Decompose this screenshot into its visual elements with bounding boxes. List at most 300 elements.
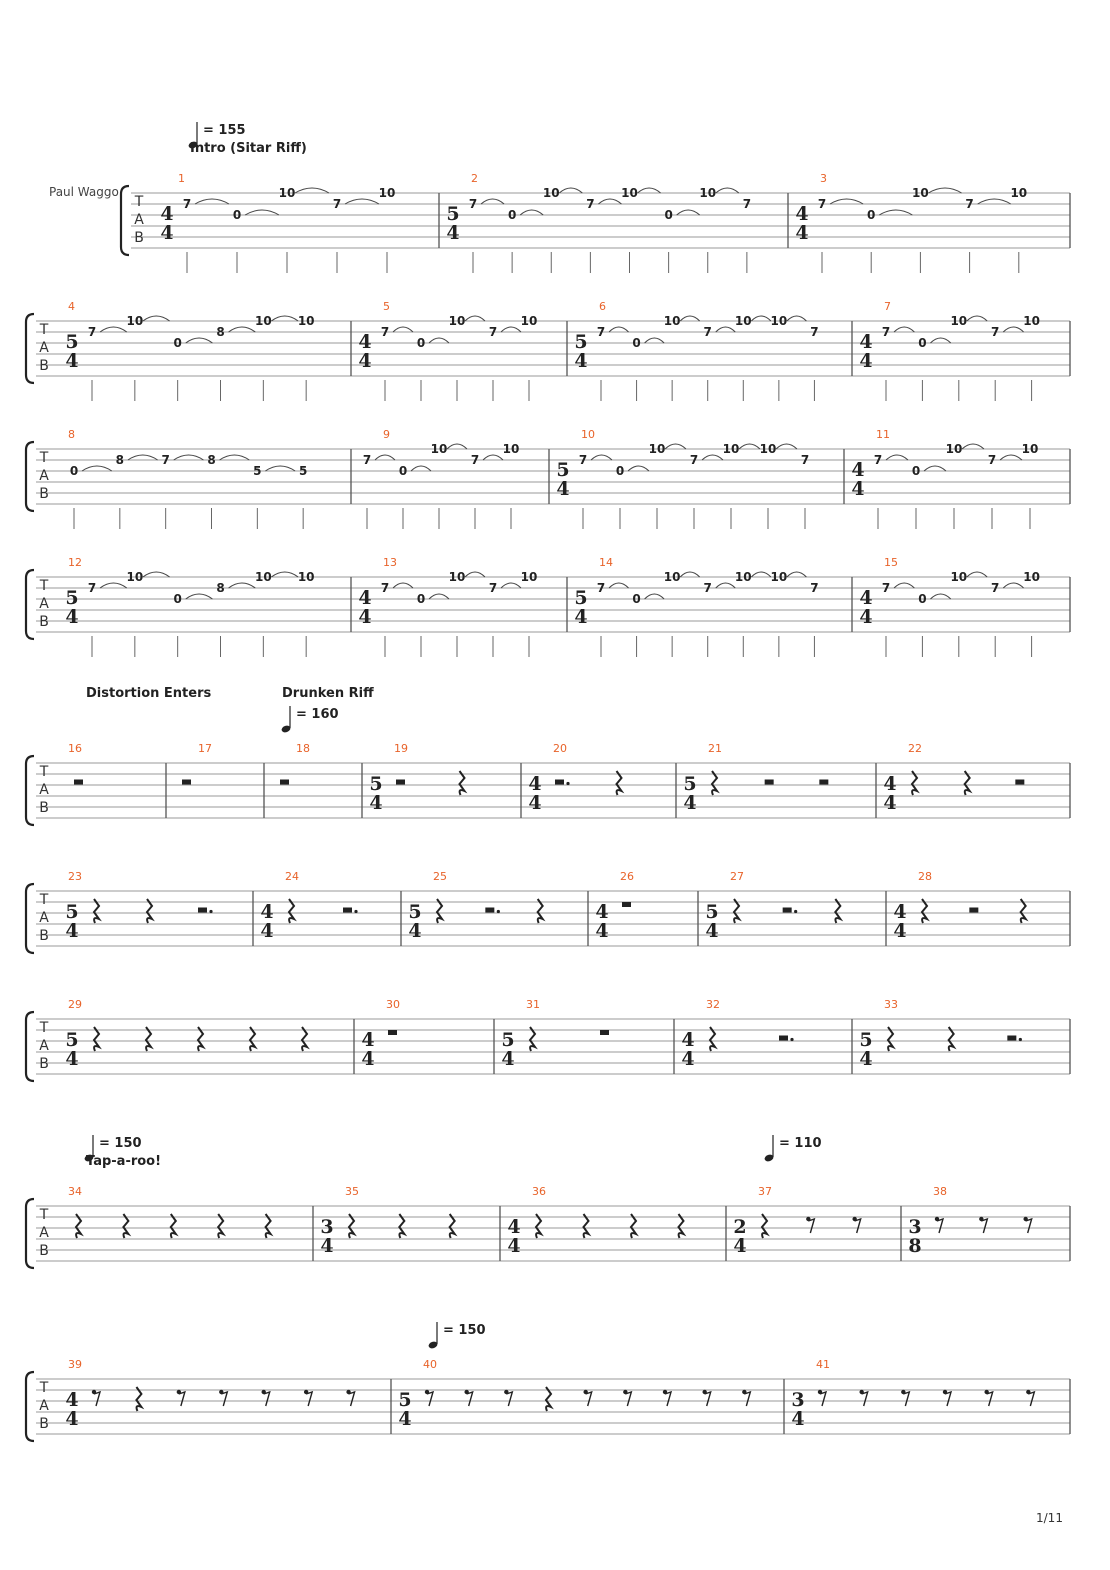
slur — [962, 444, 984, 449]
time-signature-top: 5 — [65, 587, 79, 609]
slur — [924, 466, 946, 471]
slur — [598, 199, 621, 204]
time-signature-top: 2 — [733, 1216, 747, 1238]
time-signature-bottom: 8 — [908, 1235, 922, 1257]
time-signature-bottom: 4 — [893, 920, 907, 942]
time-signature-bottom: 4 — [681, 1048, 695, 1070]
quarter-rest — [965, 771, 970, 795]
slur — [1003, 327, 1023, 332]
slur — [628, 466, 649, 471]
fret-number: 7 — [362, 453, 372, 467]
fret-number: 0 — [867, 208, 876, 222]
quarter-rest — [94, 1027, 99, 1051]
rest-glyph — [427, 1392, 433, 1406]
fret-number: 7 — [987, 453, 997, 467]
fret-number: 10 — [378, 186, 396, 200]
fret-number: 10 — [297, 314, 315, 328]
slur — [716, 188, 739, 193]
fret-number: 10 — [912, 186, 929, 200]
time-signature-bottom: 4 — [65, 350, 79, 372]
rest-glyph — [221, 1392, 227, 1406]
rest-glyph — [734, 899, 739, 923]
rest-glyph — [94, 1392, 100, 1406]
rest-block — [555, 780, 564, 785]
slur — [928, 188, 961, 193]
fret-number: 0 — [664, 208, 673, 222]
half-rest — [819, 780, 828, 785]
rest-glyph — [146, 1027, 151, 1051]
time-signature-top: 5 — [369, 773, 383, 795]
measure-number: 7 — [884, 300, 891, 313]
time-signature-top: 3 — [791, 1389, 805, 1411]
slur — [393, 583, 413, 588]
measure-number: 9 — [383, 428, 390, 441]
tempo-mark-intro — [188, 122, 307, 156]
time-signature-top: 3 — [908, 1216, 922, 1238]
fret-number: 0 — [918, 592, 927, 606]
quarter-rest — [546, 1387, 551, 1411]
quarter-rest — [94, 899, 99, 923]
fret-number: 5 — [253, 464, 262, 478]
measure-number: 30 — [386, 998, 400, 1011]
tab-clef-letter: T — [39, 1380, 49, 1396]
slur — [591, 455, 612, 460]
quarter-rest — [712, 771, 717, 795]
fret-number: 7 — [703, 325, 712, 339]
half-rest — [280, 780, 289, 785]
fret-number: 7 — [965, 197, 974, 211]
time-signature-top: 5 — [859, 1029, 873, 1051]
measure-10 — [556, 428, 844, 529]
rest-block — [819, 780, 828, 785]
fret-number: 10 — [950, 314, 968, 328]
system-bracket — [26, 884, 34, 953]
time-signature-top: 4 — [595, 901, 609, 923]
fret-number: 7 — [87, 581, 97, 595]
system-bracket — [26, 1012, 34, 1081]
rest-glyph — [625, 1392, 631, 1406]
system-bracket — [26, 756, 34, 825]
slur — [1003, 583, 1023, 588]
time-signature-bottom: 4 — [528, 792, 542, 814]
measure-number: 2 — [471, 172, 478, 185]
fret-number: 7 — [161, 453, 170, 467]
tab-system — [121, 172, 1070, 273]
slur — [702, 455, 723, 460]
fret-number: 10 — [770, 570, 788, 584]
time-signature-top: 5 — [446, 203, 460, 225]
tab-clef-letter: B — [39, 358, 49, 374]
measure-number: 28 — [918, 870, 932, 883]
rest-dot — [354, 910, 357, 913]
rest-glyph — [679, 1214, 684, 1238]
time-signature-bottom: 4 — [160, 222, 174, 244]
rest-glyph — [94, 899, 99, 923]
fret-number: 10 — [126, 314, 144, 328]
eighth-rest — [935, 1217, 943, 1233]
tab-clef-letter: B — [39, 800, 49, 816]
rest-glyph — [437, 899, 442, 923]
time-signature-bottom: 4 — [595, 920, 609, 942]
dotted-half-rest — [779, 1036, 794, 1042]
rest-glyph — [198, 1027, 203, 1051]
fret-number: 10 — [542, 186, 560, 200]
rest-glyph — [546, 1387, 551, 1411]
eighth-rest — [984, 1390, 992, 1406]
fret-number: 0 — [911, 464, 921, 478]
measure-number: 19 — [394, 742, 408, 755]
tab-system — [26, 1185, 1070, 1268]
fret-number: 7 — [881, 325, 891, 339]
time-signature-top: 5 — [408, 901, 422, 923]
time-signature-bottom: 4 — [369, 792, 383, 814]
whole-rest — [388, 1030, 397, 1035]
fret-number: 7 — [578, 453, 588, 467]
slur — [886, 455, 908, 460]
rest-glyph — [710, 1027, 715, 1051]
fret-number: 7 — [742, 197, 752, 211]
fret-number: 7 — [817, 197, 827, 211]
tab-clef-letter: A — [39, 340, 49, 356]
fret-number: 10 — [254, 570, 272, 584]
slur — [481, 199, 504, 204]
eighth-rest — [1026, 1390, 1034, 1406]
rest-glyph — [584, 1214, 589, 1238]
time-signature-bottom: 4 — [859, 350, 873, 372]
time-signature-bottom: 4 — [358, 350, 372, 372]
half-rest — [182, 780, 191, 785]
slur — [739, 444, 760, 449]
eighth-rest — [425, 1390, 433, 1406]
fret-number: 10 — [734, 570, 752, 584]
slur — [186, 338, 213, 343]
tab-clef-letter: A — [39, 1038, 49, 1054]
fret-number: 0 — [632, 592, 641, 606]
slur — [143, 572, 170, 577]
slur — [967, 572, 987, 577]
time-signature-top: 5 — [705, 901, 719, 923]
slur — [271, 316, 298, 321]
rest-glyph — [179, 1392, 185, 1406]
slur — [645, 594, 665, 599]
measure-7 — [859, 300, 1070, 401]
tab-clef-letter: A — [39, 910, 49, 926]
rest-glyph — [744, 1392, 750, 1406]
tab-system — [26, 742, 1070, 825]
measure-number: 10 — [581, 428, 595, 441]
eighth-rest — [623, 1390, 631, 1406]
rest-glyph — [171, 1214, 176, 1238]
quarter-rest — [734, 899, 739, 923]
slur — [465, 316, 485, 321]
slur — [100, 583, 127, 588]
measure-number: 6 — [599, 300, 606, 313]
measure-number: 38 — [933, 1185, 947, 1198]
measure-4 — [65, 300, 351, 401]
quarter-rest — [631, 1214, 636, 1238]
slur — [879, 210, 912, 215]
measure-8 — [68, 428, 351, 529]
rest-glyph — [460, 771, 465, 795]
rest-block — [198, 908, 207, 913]
quarter-rest — [679, 1214, 684, 1238]
fret-number: 7 — [182, 197, 192, 211]
tab-clef-letter: B — [39, 486, 49, 502]
eighth-rest — [901, 1390, 909, 1406]
fret-number: 10 — [278, 186, 296, 200]
fret-number: 7 — [881, 581, 891, 595]
rest-dot — [209, 910, 212, 913]
slur — [978, 199, 1011, 204]
time-signature-top: 5 — [398, 1389, 412, 1411]
slur — [82, 466, 112, 471]
time-signature-top: 4 — [361, 1029, 375, 1051]
rest-glyph — [631, 1214, 636, 1238]
fret-number: 10 — [663, 570, 681, 584]
rest-glyph — [981, 1219, 987, 1233]
fret-number: 7 — [470, 453, 480, 467]
rest-block — [388, 1030, 397, 1035]
rest-block — [74, 780, 83, 785]
rest-glyph — [467, 1392, 473, 1406]
tab-clef-letter: A — [39, 596, 49, 612]
measure-number: 27 — [730, 870, 744, 883]
time-signature-bottom: 4 — [446, 222, 460, 244]
time-signature-top: 4 — [358, 587, 372, 609]
time-signature-bottom: 4 — [398, 1408, 412, 1430]
rest-block — [1007, 1036, 1016, 1041]
fret-number: 7 — [380, 325, 390, 339]
slur — [128, 455, 158, 460]
eighth-rest — [504, 1390, 512, 1406]
rest-glyph — [835, 899, 840, 923]
quarter-rest — [912, 771, 917, 795]
rest-glyph — [888, 1027, 893, 1051]
eighth-rest — [92, 1390, 100, 1406]
rest-glyph — [987, 1392, 993, 1406]
fret-number: 7 — [810, 581, 819, 595]
eighth-rest — [702, 1390, 710, 1406]
time-signature-top: 4 — [859, 331, 873, 353]
rest-block — [343, 908, 352, 913]
tab-clef-letter: T — [39, 322, 49, 338]
rest-glyph — [937, 1219, 943, 1233]
measure-number: 15 — [884, 556, 898, 569]
fret-number: 7 — [689, 453, 699, 467]
measure-12 — [65, 556, 351, 657]
rest-glyph — [762, 1214, 767, 1238]
slur — [345, 199, 379, 204]
rest-glyph — [349, 1392, 355, 1406]
time-signature-top: 4 — [507, 1216, 521, 1238]
system-bracket — [26, 570, 34, 639]
quarter-rest — [1021, 899, 1026, 923]
eighth-rest — [177, 1390, 185, 1406]
tab-clef-letter: T — [39, 892, 49, 908]
dotted-half-rest — [1007, 1036, 1022, 1042]
system-bracket — [26, 442, 34, 511]
tab-clef-letter: B — [39, 1243, 49, 1259]
fret-number: 10 — [1010, 186, 1028, 200]
eighth-rest — [1023, 1217, 1031, 1233]
fret-number: 5 — [298, 464, 308, 478]
slur — [894, 327, 914, 332]
quarter-rest — [835, 899, 840, 923]
quarter-rest — [538, 899, 543, 923]
rest-glyph — [123, 1214, 128, 1238]
rest-glyph — [530, 1027, 535, 1051]
fret-number: 10 — [648, 442, 666, 456]
rest-block — [622, 902, 631, 907]
fret-number: 7 — [596, 581, 606, 595]
rest-glyph — [912, 771, 917, 795]
slur — [665, 444, 686, 449]
slur — [375, 455, 395, 460]
slur — [1000, 455, 1022, 460]
time-signature-top: 5 — [556, 459, 570, 481]
rest-block — [280, 780, 289, 785]
measure-number: 23 — [68, 870, 82, 883]
slur — [229, 583, 256, 588]
time-signature-top: 4 — [859, 587, 873, 609]
quarter-rest — [399, 1214, 404, 1238]
quarter-rest — [762, 1214, 767, 1238]
time-signature-bottom: 4 — [791, 1408, 805, 1430]
fret-number: 10 — [520, 570, 538, 584]
fret-number: 0 — [173, 592, 182, 606]
slur — [930, 594, 950, 599]
fret-number: 10 — [722, 442, 740, 456]
measure-2 — [446, 172, 788, 273]
slur — [967, 316, 987, 321]
slur — [930, 338, 950, 343]
rest-glyph — [862, 1392, 868, 1406]
measure-number: 17 — [198, 742, 212, 755]
slur — [483, 455, 503, 460]
tempo-label: = 150 — [99, 1136, 142, 1151]
dotted-half-rest — [485, 908, 500, 914]
dotted-half-rest — [783, 908, 798, 914]
measure-5 — [358, 300, 567, 401]
system-bracket — [26, 1372, 34, 1441]
eighth-rest — [943, 1390, 951, 1406]
rest-block — [969, 908, 978, 913]
whole-rest — [622, 902, 631, 907]
rest-glyph — [949, 1027, 954, 1051]
measure-number: 37 — [758, 1185, 772, 1198]
tempo-mark-110 — [764, 1135, 822, 1163]
rest-glyph — [76, 1214, 81, 1238]
measure-9 — [363, 428, 549, 529]
time-signature-bottom: 4 — [556, 478, 570, 500]
time-signature-bottom: 4 — [65, 1048, 79, 1070]
quarter-rest — [302, 1027, 307, 1051]
fret-number: 7 — [800, 453, 810, 467]
measure-1 — [160, 172, 439, 273]
slur — [295, 188, 329, 193]
measure-number: 4 — [68, 300, 75, 313]
fret-number: 8 — [216, 581, 225, 595]
quarter-rest — [349, 1214, 354, 1238]
slur — [787, 316, 807, 321]
slur — [265, 466, 295, 471]
time-signature-bottom: 4 — [65, 920, 79, 942]
tab-system — [26, 1358, 1070, 1441]
fret-number: 10 — [759, 442, 777, 456]
time-signature-top: 5 — [65, 901, 79, 923]
rest-glyph — [399, 1214, 404, 1238]
time-signature-top: 5 — [65, 331, 79, 353]
slur — [609, 583, 629, 588]
eighth-rest — [663, 1390, 671, 1406]
system-bracket — [121, 186, 129, 255]
tempo-label: = 155 — [203, 123, 246, 138]
rest-glyph — [808, 1219, 814, 1233]
rest-glyph — [506, 1392, 512, 1406]
eighth-rest — [852, 1217, 860, 1233]
rest-glyph — [922, 899, 927, 923]
quarter-rest — [250, 1027, 255, 1051]
quarter-rest — [266, 1214, 271, 1238]
time-signature-top: 4 — [893, 901, 907, 923]
fret-number: 7 — [810, 325, 819, 339]
slur — [830, 199, 863, 204]
fret-number: 10 — [297, 570, 315, 584]
rest-block — [485, 908, 494, 913]
fret-number: 0 — [173, 336, 182, 350]
time-signature-bottom: 4 — [859, 606, 873, 628]
slur — [894, 583, 914, 588]
tab-system — [26, 998, 1070, 1081]
time-signature-top: 4 — [883, 773, 897, 795]
measure-number: 11 — [876, 428, 890, 441]
fret-number: 10 — [448, 314, 466, 328]
fret-number: 0 — [615, 464, 625, 478]
fret-number: 10 — [502, 442, 520, 456]
section-label: Drunken Riff — [282, 686, 374, 701]
slur — [245, 210, 279, 215]
measure-number: 24 — [285, 870, 299, 883]
quarter-rest — [530, 1027, 535, 1051]
time-signature-bottom: 4 — [361, 1048, 375, 1070]
quarter-rest — [289, 899, 294, 923]
rest-glyph — [536, 1214, 541, 1238]
measure-number: 40 — [423, 1358, 437, 1371]
tab-clef-letter: A — [39, 1225, 49, 1241]
tab-clef-letter: B — [39, 1416, 49, 1432]
time-signature-top: 5 — [501, 1029, 515, 1051]
measure-number: 12 — [68, 556, 82, 569]
fret-number: 7 — [991, 325, 1000, 339]
time-signature-bottom: 4 — [574, 606, 588, 628]
half-rest — [396, 780, 405, 785]
tab-clef-letter: T — [134, 194, 144, 210]
rest-glyph — [855, 1219, 861, 1233]
slur — [787, 572, 807, 577]
measure-number: 39 — [68, 1358, 82, 1371]
eighth-rest — [806, 1217, 814, 1233]
rest-dot — [566, 782, 569, 785]
tab-system — [26, 556, 1070, 657]
slur — [195, 199, 229, 204]
tab-clef-letter: B — [39, 1056, 49, 1072]
fret-number: 10 — [1021, 442, 1039, 456]
fret-number: 0 — [69, 464, 79, 478]
tab-system — [26, 428, 1070, 529]
tempo-label: = 150 — [443, 1323, 486, 1338]
time-signature-top: 4 — [260, 901, 274, 923]
slur — [429, 594, 449, 599]
